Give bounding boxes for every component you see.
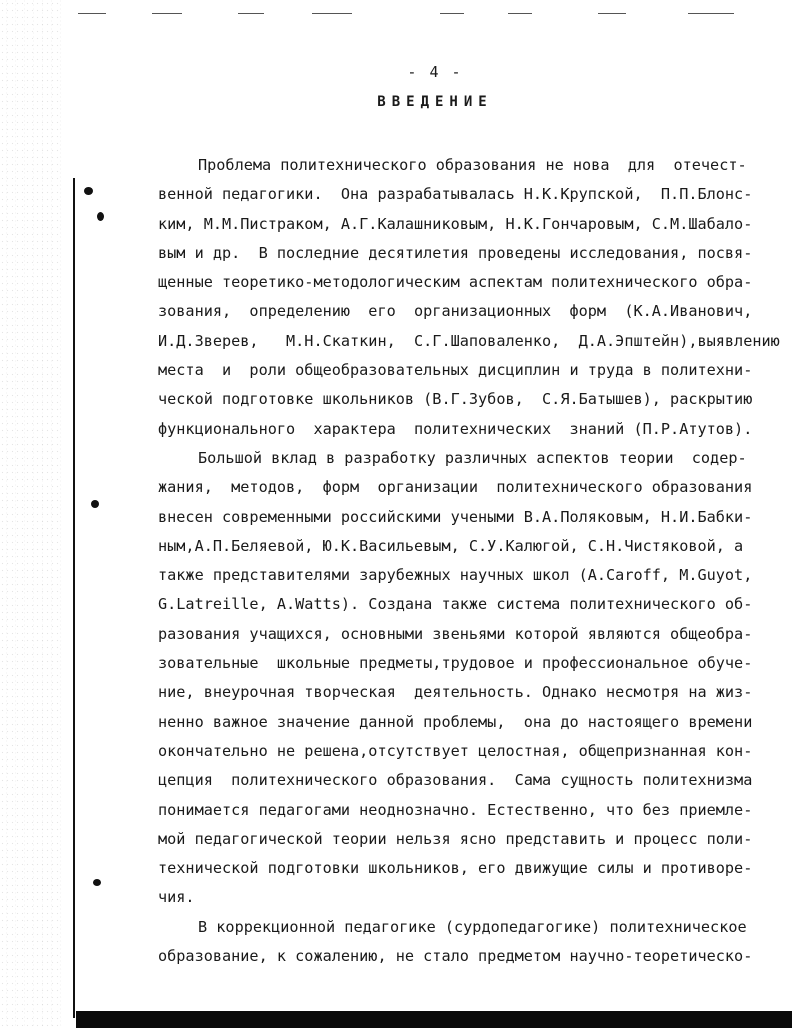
- text-line: Проблема политехнического образования не нова для отечест-: [198, 156, 747, 174]
- punch-hole-mark: [97, 212, 104, 221]
- text-line: G.Latreille, A.Watts). Создана также система политехнического об-: [158, 595, 753, 614]
- text-line: мой педагогической теории нельзя ясно представить и процесс поли-: [158, 829, 753, 848]
- scan-dash-mark: [152, 13, 182, 14]
- text-line: технической подготовки школьников, его движущие силы и противоре-: [158, 859, 753, 878]
- punch-hole-mark: [84, 187, 93, 195]
- bottom-scan-bar: [76, 1011, 792, 1028]
- text-line: чия.: [158, 888, 195, 907]
- scan-dash-mark: [440, 13, 464, 14]
- body-text: [158, 151, 780, 971]
- text-line: ненно важное значение данной проблемы, она до настоящего времени: [158, 712, 753, 731]
- text-line: функционального характера политехнических знаний (П.Р.Атутов).: [158, 419, 753, 438]
- text-line: ким, М.М.Пистраком, А.Г.Калашниковым, Н.К.Гончаровым, С.М.Шабало-: [158, 214, 753, 233]
- text-line: места и роли общеобразовательных дисциплин и труда в политехни-: [158, 361, 753, 380]
- text-line: образование, к сожалению, не стало предметом научно-теоретическо-: [158, 947, 753, 966]
- punch-hole-mark: [91, 500, 99, 508]
- text-line: зовательные школьные предметы,трудовое и профессиональное обуче-: [158, 654, 753, 673]
- scan-dash-mark: [598, 13, 626, 14]
- text-line: вым и др. В последние десятилетия проведены исследования, посвя-: [158, 243, 753, 262]
- text-line: В коррекционной педагогике (сурдопедагогике) политехническое: [198, 917, 747, 936]
- scan-dash-mark: [688, 13, 734, 14]
- text-line: ние, внеурочная творческая деятельность. Однако несмотря на жиз-: [158, 683, 753, 702]
- text-line: Большой вклад в разработку различных аспектов теории содер-: [198, 448, 747, 467]
- scan-dash-mark: [238, 13, 264, 14]
- scan-dash-mark: [78, 13, 106, 14]
- text-line: И.Д.Зверев, М.Н.Скаткин, С.Г.Шаповаленко, Д.А.Эпштейн),выявлению: [158, 331, 780, 350]
- punch-hole-mark: [93, 879, 101, 886]
- scan-dash-mark: [312, 13, 352, 14]
- page-title: ВВЕДЕНИЕ: [377, 94, 493, 110]
- text-line: окончательно не решена,отсутствует целостная, общепризнанная кон-: [158, 741, 753, 760]
- text-line: цепция политехнического образования. Сама сущность политехнизма: [158, 771, 753, 790]
- text-line: разования учащихся, основными звеньями которой являются общеобра-: [158, 624, 753, 643]
- page-number: - 4 -: [407, 63, 463, 81]
- scan-edge-noise: [0, 0, 62, 1028]
- text-line: зования, определению его организационных форм (К.А.Иванович,: [158, 302, 753, 321]
- text-line: также представителями зарубежных научных школ (A.Caroff, M.Guyot,: [158, 566, 753, 585]
- text-line: ческой подготовке школьников (В.Г.Зубов, С.Я.Батышев), раскрытию: [158, 390, 753, 409]
- text-line: венной педагогики. Она разрабатывалась Н.К.Крупской, П.П.Блонс-: [158, 185, 753, 204]
- text-line: внесен современными российскими учеными В.А.Поляковым, Н.И.Бабки-: [158, 507, 753, 526]
- text-line: щенные теоретико-методологическим аспектам политехнического обра-: [158, 273, 753, 292]
- text-line: понимается педагогами неоднозначно. Естественно, что без приемле-: [158, 800, 753, 819]
- scan-dash-mark: [508, 13, 532, 14]
- text-line: ным,А.П.Беляевой, Ю.К.Васильевым, С.У.Калюгой, С.Н.Чистяковой, а: [158, 536, 744, 555]
- text-line: жания, методов, форм организации политехнического образования: [158, 478, 753, 497]
- left-margin-rule: [73, 178, 75, 1018]
